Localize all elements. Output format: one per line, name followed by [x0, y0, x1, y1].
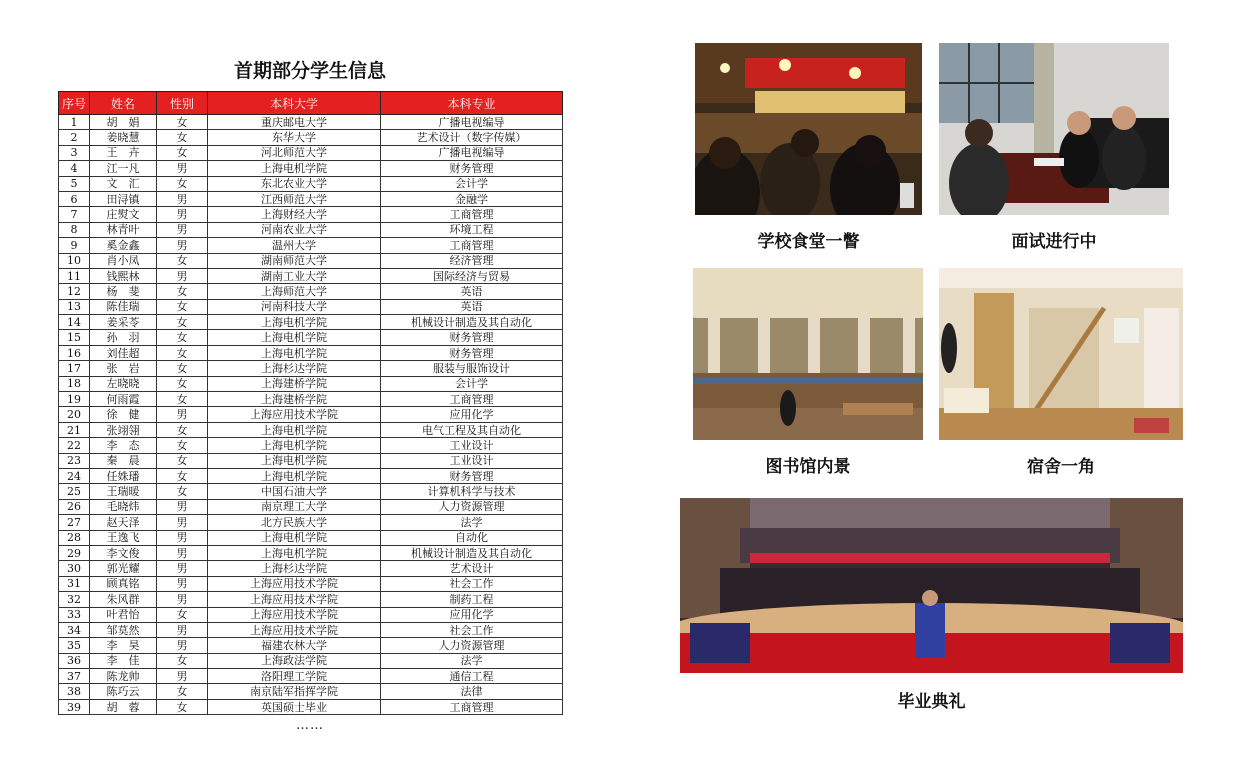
header-name: 姓名	[90, 92, 157, 115]
cell-index: 23	[59, 453, 90, 468]
cell-university: 上海电机学院	[208, 530, 381, 545]
cell-gender: 女	[157, 115, 208, 130]
cell-major: 法律	[381, 684, 563, 699]
table-row	[59, 638, 563, 653]
student-info-table	[58, 91, 563, 715]
cell-gender: 女	[157, 253, 208, 268]
cell-university: 上海杉达学院	[208, 561, 381, 576]
cell-university: 上海电机学院	[208, 468, 381, 483]
cell-index: 13	[59, 299, 90, 314]
table-row	[59, 299, 563, 314]
table-row	[59, 238, 563, 253]
cell-gender: 女	[157, 453, 208, 468]
table-row	[59, 699, 563, 714]
cell-index: 20	[59, 407, 90, 422]
table-row	[59, 684, 563, 699]
cell-gender: 男	[157, 592, 208, 607]
cell-gender: 女	[157, 345, 208, 360]
cell-university: 上海建桥学院	[208, 392, 381, 407]
cell-gender: 女	[157, 684, 208, 699]
cell-university: 上海应用技术学院	[208, 592, 381, 607]
table-row	[59, 284, 563, 299]
cell-gender: 男	[157, 499, 208, 514]
cell-university: 上海电机学院	[208, 161, 381, 176]
cell-gender: 男	[157, 622, 208, 637]
cell-major: 工商管理	[381, 238, 563, 253]
table-row	[59, 191, 563, 206]
cell-major: 英语	[381, 284, 563, 299]
cell-name: 王逸飞	[90, 530, 157, 545]
cell-gender: 男	[157, 530, 208, 545]
cell-name: 毛晓炜	[90, 499, 157, 514]
cell-name: 张翊翎	[90, 422, 157, 437]
cell-name: 顾真铭	[90, 576, 157, 591]
cell-gender: 女	[157, 392, 208, 407]
cell-major: 广播电视编导	[381, 145, 563, 160]
cell-major: 国际经济与贸易	[381, 268, 563, 283]
cell-major: 会计学	[381, 376, 563, 391]
cell-index: 38	[59, 684, 90, 699]
cell-gender: 女	[157, 361, 208, 376]
cell-index: 2	[59, 130, 90, 145]
cell-university: 洛阳理工学院	[208, 669, 381, 684]
cell-name: 李 昊	[90, 638, 157, 653]
cell-major: 计算机科学与技术	[381, 484, 563, 499]
cell-index: 7	[59, 207, 90, 222]
cell-university: 上海电机学院	[208, 453, 381, 468]
table-row	[59, 130, 563, 145]
cell-major: 财务管理	[381, 161, 563, 176]
cell-gender: 男	[157, 545, 208, 560]
cell-major: 金融学	[381, 191, 563, 206]
cell-name: 杨 斐	[90, 284, 157, 299]
cell-gender: 女	[157, 699, 208, 714]
cell-name: 陈巧云	[90, 684, 157, 699]
cell-index: 28	[59, 530, 90, 545]
cell-index: 31	[59, 576, 90, 591]
cell-major: 电气工程及其自动化	[381, 422, 563, 437]
table-row	[59, 345, 563, 360]
cell-university: 湖南工业大学	[208, 268, 381, 283]
cell-major: 法学	[381, 515, 563, 530]
cell-gender: 女	[157, 299, 208, 314]
cell-name: 赵天泽	[90, 515, 157, 530]
cell-major: 自动化	[381, 530, 563, 545]
cell-university: 上海杉达学院	[208, 361, 381, 376]
cell-name: 张 岩	[90, 361, 157, 376]
cell-name: 胡 蓉	[90, 699, 157, 714]
table-row	[59, 592, 563, 607]
cell-major: 工业设计	[381, 453, 563, 468]
cell-major: 机械设计制造及其自动化	[381, 545, 563, 560]
cell-name: 李 佳	[90, 653, 157, 668]
table-row	[59, 653, 563, 668]
cell-university: 上海电机学院	[208, 330, 381, 345]
cell-university: 东北农业大学	[208, 176, 381, 191]
cell-gender: 女	[157, 607, 208, 622]
cell-university: 江西师范大学	[208, 191, 381, 206]
cell-name: 邹莫然	[90, 622, 157, 637]
table-row	[59, 207, 563, 222]
cell-major: 工商管理	[381, 392, 563, 407]
cell-major: 财务管理	[381, 468, 563, 483]
cell-name: 任姝璠	[90, 468, 157, 483]
cell-gender: 女	[157, 330, 208, 345]
cell-university: 上海师范大学	[208, 284, 381, 299]
table-row	[59, 438, 563, 453]
cell-name: 李文俊	[90, 545, 157, 560]
cell-index: 22	[59, 438, 90, 453]
cell-major: 工业设计	[381, 438, 563, 453]
cell-major: 服装与服饰设计	[381, 361, 563, 376]
cell-gender: 女	[157, 284, 208, 299]
cell-name: 朱风群	[90, 592, 157, 607]
cell-gender: 女	[157, 376, 208, 391]
cell-index: 1	[59, 115, 90, 130]
table-row	[59, 392, 563, 407]
cell-major: 艺术设计	[381, 561, 563, 576]
cell-name: 刘佳超	[90, 345, 157, 360]
table-row	[59, 607, 563, 622]
cell-university: 上海电机学院	[208, 422, 381, 437]
cell-gender: 女	[157, 653, 208, 668]
cell-university: 上海电机学院	[208, 438, 381, 453]
table-row	[59, 115, 563, 130]
cell-index: 32	[59, 592, 90, 607]
table-row	[59, 145, 563, 160]
cell-university: 北方民族大学	[208, 515, 381, 530]
table-row	[59, 545, 563, 560]
cell-index: 8	[59, 222, 90, 237]
page-title: 首期部分学生信息	[233, 60, 386, 82]
table-row	[59, 268, 563, 283]
cell-university: 重庆邮电大学	[208, 115, 381, 130]
cell-university: 上海应用技术学院	[208, 407, 381, 422]
cell-gender: 男	[157, 222, 208, 237]
table-row	[59, 453, 563, 468]
cell-university: 河北师范大学	[208, 145, 381, 160]
cell-major: 环境工程	[381, 222, 563, 237]
cell-name: 姜晓慧	[90, 130, 157, 145]
cell-name: 姜采苓	[90, 315, 157, 330]
cell-name: 林青叶	[90, 222, 157, 237]
canteen-caption: 学校食堂一瞥	[757, 232, 860, 252]
library-caption: 图书馆内景	[765, 457, 851, 477]
cell-name: 孙 羽	[90, 330, 157, 345]
header-major: 本科专业	[381, 92, 563, 115]
cell-name: 陈佳瑞	[90, 299, 157, 314]
cell-index: 27	[59, 515, 90, 530]
interview-photo	[939, 43, 1169, 215]
cell-index: 35	[59, 638, 90, 653]
cell-major: 工商管理	[381, 207, 563, 222]
library-photo	[693, 268, 923, 440]
cell-name: 王瑞暖	[90, 484, 157, 499]
cell-name: 肖小凤	[90, 253, 157, 268]
cell-index: 12	[59, 284, 90, 299]
table-row	[59, 253, 563, 268]
cell-gender: 男	[157, 207, 208, 222]
cell-index: 16	[59, 345, 90, 360]
cell-index: 26	[59, 499, 90, 514]
cell-university: 河南科技大学	[208, 299, 381, 314]
cell-index: 30	[59, 561, 90, 576]
cell-university: 福建农林大学	[208, 638, 381, 653]
cell-gender: 男	[157, 669, 208, 684]
cell-university: 英国硕士毕业	[208, 699, 381, 714]
cell-university: 河南农业大学	[208, 222, 381, 237]
graduation-photo	[680, 498, 1183, 673]
cell-gender: 男	[157, 191, 208, 206]
cell-name: 江一凡	[90, 161, 157, 176]
cell-index: 10	[59, 253, 90, 268]
cell-university: 上海电机学院	[208, 315, 381, 330]
cell-name: 胡 娟	[90, 115, 157, 130]
cell-major: 艺术设计（数字传媒）	[381, 130, 563, 145]
cell-major: 财务管理	[381, 330, 563, 345]
cell-index: 17	[59, 361, 90, 376]
cell-gender: 男	[157, 561, 208, 576]
cell-major: 人力资源管理	[381, 638, 563, 653]
cell-university: 上海建桥学院	[208, 376, 381, 391]
cell-index: 11	[59, 268, 90, 283]
table-row	[59, 222, 563, 237]
cell-index: 25	[59, 484, 90, 499]
table-row	[59, 376, 563, 391]
cell-index: 3	[59, 145, 90, 160]
cell-major: 应用化学	[381, 607, 563, 622]
cell-name: 钱熙林	[90, 268, 157, 283]
cell-name: 王 卉	[90, 145, 157, 160]
cell-university: 上海应用技术学院	[208, 622, 381, 637]
header-university: 本科大学	[208, 92, 381, 115]
cell-major: 社会工作	[381, 622, 563, 637]
cell-index: 21	[59, 422, 90, 437]
cell-index: 36	[59, 653, 90, 668]
cell-university: 中国石油大学	[208, 484, 381, 499]
cell-university: 上海电机学院	[208, 545, 381, 560]
cell-name: 叶君怡	[90, 607, 157, 622]
table-row	[59, 515, 563, 530]
cell-name: 田浔镇	[90, 191, 157, 206]
cell-gender: 女	[157, 484, 208, 499]
cell-name: 郭光耀	[90, 561, 157, 576]
cell-name: 庄熨文	[90, 207, 157, 222]
cell-university: 上海应用技术学院	[208, 607, 381, 622]
cell-gender: 女	[157, 468, 208, 483]
cell-gender: 女	[157, 176, 208, 191]
table-row	[59, 499, 563, 514]
cell-major: 经济管理	[381, 253, 563, 268]
cell-gender: 女	[157, 422, 208, 437]
cell-university: 温州大学	[208, 238, 381, 253]
cell-major: 社会工作	[381, 576, 563, 591]
cell-gender: 女	[157, 130, 208, 145]
cell-gender: 女	[157, 438, 208, 453]
cell-index: 5	[59, 176, 90, 191]
cell-gender: 男	[157, 638, 208, 653]
cell-gender: 男	[157, 407, 208, 422]
cell-gender: 男	[157, 515, 208, 530]
cell-name: 文 汇	[90, 176, 157, 191]
cell-name: 陈龙帅	[90, 669, 157, 684]
canteen-photo	[695, 43, 922, 215]
cell-name: 奚金鑫	[90, 238, 157, 253]
cell-university: 南京理工大学	[208, 499, 381, 514]
cell-index: 4	[59, 161, 90, 176]
table-header-row	[59, 92, 563, 115]
cell-major: 通信工程	[381, 669, 563, 684]
cell-major: 应用化学	[381, 407, 563, 422]
cell-gender: 男	[157, 268, 208, 283]
header-gender: 性别	[157, 92, 208, 115]
cell-index: 39	[59, 699, 90, 714]
cell-gender: 男	[157, 238, 208, 253]
cell-name: 秦 晨	[90, 453, 157, 468]
header-index: 序号	[59, 92, 90, 115]
table-row	[59, 484, 563, 499]
cell-university: 湖南师范大学	[208, 253, 381, 268]
cell-index: 15	[59, 330, 90, 345]
table-body	[59, 115, 563, 715]
cell-university: 上海应用技术学院	[208, 576, 381, 591]
cell-name: 左晓晓	[90, 376, 157, 391]
cell-university: 上海政法学院	[208, 653, 381, 668]
cell-major: 财务管理	[381, 345, 563, 360]
table-row	[59, 530, 563, 545]
cell-major: 人力资源管理	[381, 499, 563, 514]
cell-gender: 男	[157, 161, 208, 176]
cell-major: 工商管理	[381, 699, 563, 714]
table-row	[59, 407, 563, 422]
dorm-caption: 宿舍一角	[1027, 457, 1095, 477]
cell-university: 南京陆军指挥学院	[208, 684, 381, 699]
table-row	[59, 468, 563, 483]
cell-major: 机械设计制造及其自动化	[381, 315, 563, 330]
cell-gender: 女	[157, 145, 208, 160]
table-row	[59, 622, 563, 637]
graduation-caption: 毕业典礼	[897, 692, 966, 712]
table-row	[59, 422, 563, 437]
cell-index: 14	[59, 315, 90, 330]
cell-index: 18	[59, 376, 90, 391]
cell-major: 广播电视编导	[381, 115, 563, 130]
cell-index: 9	[59, 238, 90, 253]
dorm-photo	[939, 268, 1183, 440]
cell-name: 李 态	[90, 438, 157, 453]
cell-index: 34	[59, 622, 90, 637]
table-row	[59, 315, 563, 330]
table-row	[59, 576, 563, 591]
table-row	[59, 330, 563, 345]
cell-university: 上海电机学院	[208, 345, 381, 360]
interview-caption: 面试进行中	[1011, 232, 1097, 252]
cell-index: 33	[59, 607, 90, 622]
cell-index: 19	[59, 392, 90, 407]
cell-name: 徐 健	[90, 407, 157, 422]
cell-university: 上海财经大学	[208, 207, 381, 222]
cell-index: 6	[59, 191, 90, 206]
table-row	[59, 161, 563, 176]
cell-gender: 女	[157, 315, 208, 330]
cell-major: 制药工程	[381, 592, 563, 607]
more-rows-ellipsis: ……	[296, 718, 324, 733]
cell-index: 29	[59, 545, 90, 560]
cell-index: 24	[59, 468, 90, 483]
table-row	[59, 361, 563, 376]
cell-major: 法学	[381, 653, 563, 668]
table-row	[59, 669, 563, 684]
cell-index: 37	[59, 669, 90, 684]
cell-university: 东华大学	[208, 130, 381, 145]
cell-gender: 男	[157, 576, 208, 591]
cell-name: 何雨霞	[90, 392, 157, 407]
table-row	[59, 176, 563, 191]
cell-major: 会计学	[381, 176, 563, 191]
cell-major: 英语	[381, 299, 563, 314]
table-row	[59, 561, 563, 576]
